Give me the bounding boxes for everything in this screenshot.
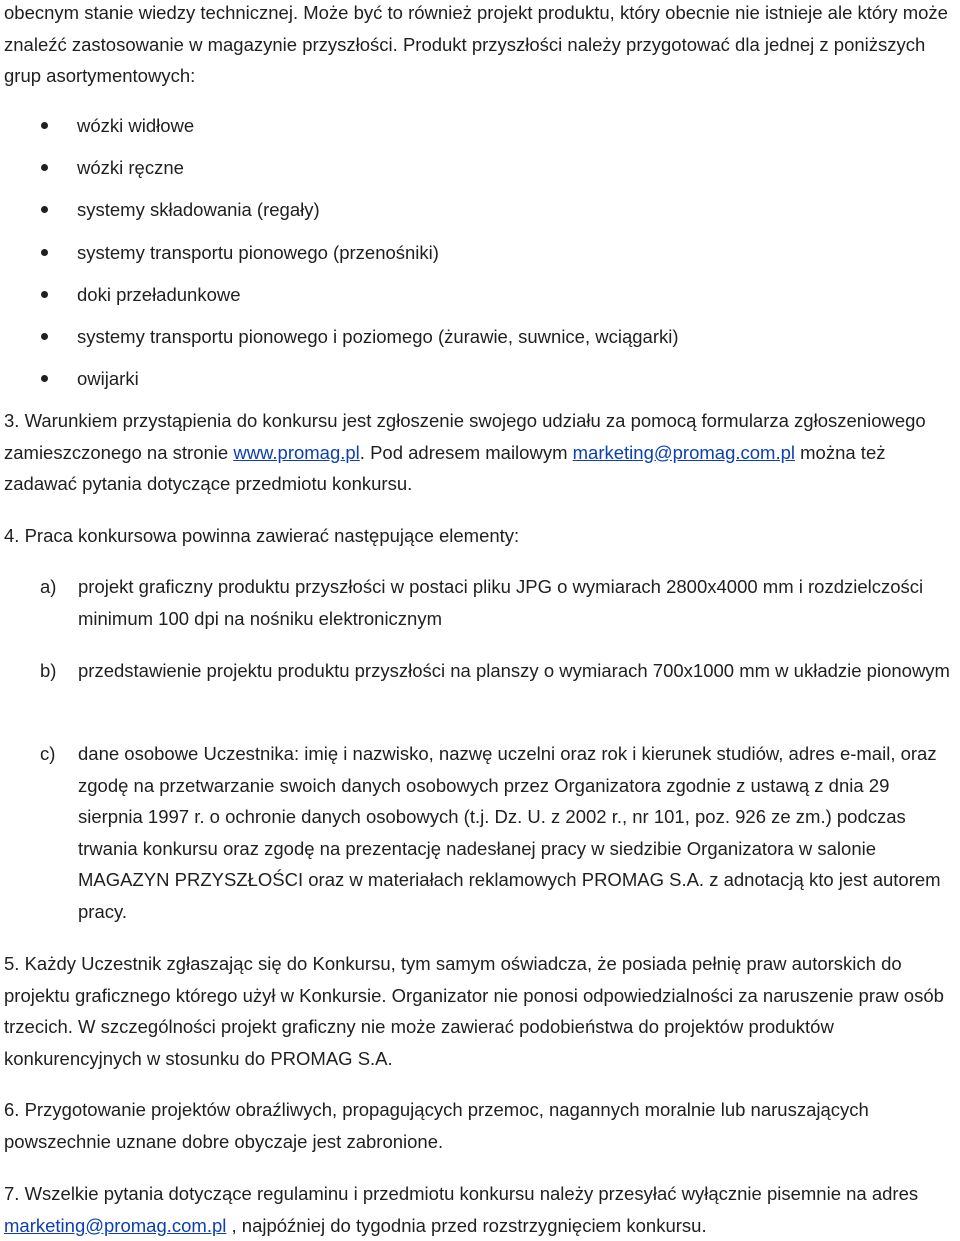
bullet-icon — [41, 164, 48, 171]
list-item — [4, 237, 679, 279]
section-4-item-c — [4, 738, 956, 927]
list-item-text: wózki ręczne — [77, 157, 184, 179]
list-item — [4, 152, 679, 194]
section-7-text-end: , najpóźniej do tygodnia przed rozstrzygnięciem konkursu. — [226, 1214, 707, 1236]
section-3-paragraph — [4, 405, 956, 500]
item-marker: c) — [40, 743, 56, 764]
section-7-paragraph — [4, 1178, 956, 1241]
website-link[interactable]: www.promag.pl — [233, 441, 360, 463]
section-4-heading: 4. Praca konkursowa powinna zawierać następujące elementy: — [4, 525, 520, 546]
section-4-item-b — [4, 655, 956, 687]
section-3-text-middle: . Pod adresem mailowym — [359, 441, 573, 463]
section-6-paragraph: 6. Przygotowanie projektów obraźliwych, propagujących przemoc, nagannych moralnie lub naruszających powszechnie uznane dobre obyczaje jest zabronione. — [4, 1099, 869, 1152]
item-marker: a) — [40, 576, 57, 597]
item-text: projekt graficzny produktu przyszłości w postaci pliku JPG o wymiarach 2800x4000 mm i rozdzielczości minimum 100 dpi na nośniku elektronicznym — [78, 576, 924, 629]
bullet-icon — [41, 333, 48, 340]
section-3-text-end: można też zadawać pytania dotyczące przedmiotu konkursu. — [4, 441, 886, 494]
list-item — [4, 194, 679, 236]
product-groups-list — [4, 110, 679, 405]
section-3-text: 3. Warunkiem przystąpienia do konkursu jest zgłoszenie swojego udziału za pomocą formularza zgłoszeniowego zamieszczonego na stronie — [4, 410, 926, 463]
bullet-icon — [41, 291, 48, 298]
bullet-icon — [41, 375, 48, 382]
section-5-paragraph: 5. Każdy Uczestnik zgłaszając się do Konkursu, tym samym oświadcza, że posiada pełnię praw autorskich do projektu graficznego którego użył w Konkursie. Organizator nie ponosi odpowiedzialności za naruszenie praw osób trzecich. W szczególności projekt graficzny nie może zawierać podobieństwa do projektów produktów konkurencyjnych w stosunku do PROMAG S.A. — [4, 953, 944, 1069]
bullet-icon — [41, 249, 48, 256]
bullet-icon — [41, 122, 48, 129]
list-item-text: owijarki — [77, 368, 139, 390]
email-link[interactable]: marketing@promag.com.pl — [4, 1214, 227, 1236]
list-item-text: systemy składowania (regały) — [77, 199, 320, 221]
list-item — [4, 279, 679, 321]
intro-paragraph — [4, 0, 956, 92]
list-item — [4, 110, 679, 152]
section-7-text: 7. Wszelkie pytania dotyczące regulaminu i przedmiotu konkursu należy przesyłać wyłącznie pisemnie na adres — [4, 1183, 919, 1204]
item-marker: b) — [40, 660, 57, 681]
bullet-icon — [41, 206, 48, 213]
item-text: dane osobowe Uczestnika: imię i nazwisko, nazwę uczelni oraz rok i kierunek studiów, adres e-mail, oraz zgodę na przetwarzanie swoich danych osobowych przez Organizatora zgodnie z ustawą z dnia 29 sierpnia 1997 r. o ochronie danych osobowych (t.j. Dz. U. z 2002 r., nr 101, poz. 926 ze zm.) podczas trwania konkursu oraz zgodę na prezentację nadesłanej pracy w siedzibie Organizatora w salonie MAGAZYN PRZYSZŁOŚCI oraz w materiałach reklamowych PROMAG S.A. z adnotacją kto jest autorem pracy. — [78, 743, 941, 922]
list-item-text: systemy transportu pionowego (przenośniki) — [77, 241, 439, 263]
intro-text: obecnym stanie wiedzy technicznej. Może być to również projekt produktu, który obecnie nie istnieje ale który może znaleźć zastosowanie w magazynie przyszłości. Produkt przyszłości należy przygotować dla jednej z poniższych grup asortymentowych: — [4, 2, 948, 86]
list-item-text: wózki widłowe — [77, 115, 195, 136]
list-item — [4, 321, 679, 363]
section-4-item-a — [4, 571, 956, 634]
item-text: przedstawienie projektu produktu przyszłości na planszy o wymiarach 700x1000 mm w układzie pionowym — [78, 660, 950, 681]
list-item — [4, 363, 679, 405]
email-link[interactable]: marketing@promag.com.pl — [572, 441, 795, 463]
list-item-text: systemy transportu pionowego i poziomego (żurawie, suwnice, wciągarki) — [77, 325, 679, 347]
list-item-text: doki przeładunkowe — [77, 283, 241, 305]
